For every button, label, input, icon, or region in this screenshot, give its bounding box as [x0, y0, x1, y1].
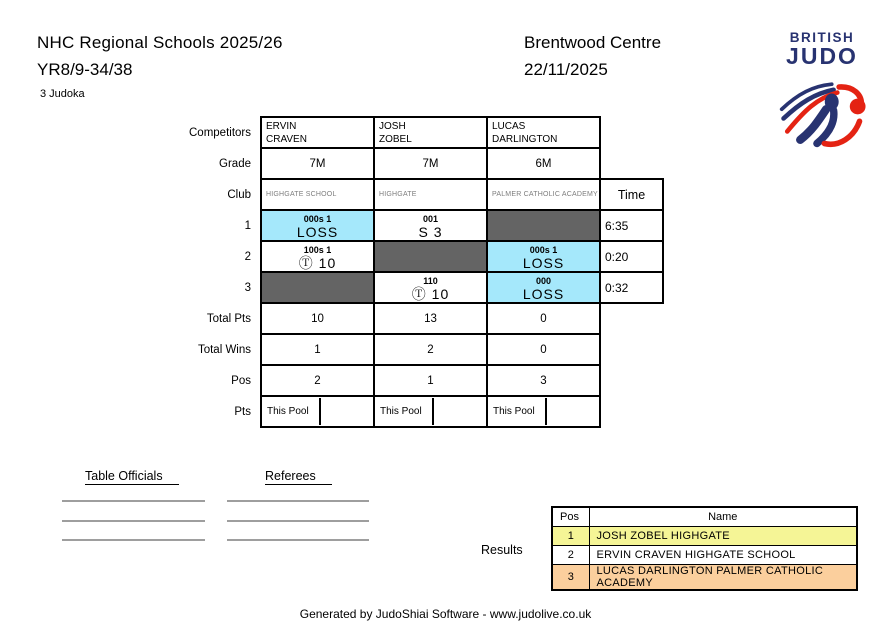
match-row-2: [189, 241, 663, 272]
pts-cell-1: [261, 396, 374, 427]
total-pts-row: [189, 303, 663, 334]
pts-cell-3: [487, 396, 600, 427]
pos-3: 3: [487, 365, 600, 396]
match-cell-loss: 000s 1 LOSS: [261, 210, 374, 241]
logo-text-judo: JUDO: [786, 43, 858, 69]
competitor-name-1: ERVIN CRAVEN: [261, 117, 374, 148]
category-title: YR8/9-34/38: [37, 60, 133, 79]
grade-1: 7M: [261, 148, 374, 179]
judoka-count: 3 Judoka: [40, 88, 85, 100]
match-row-number: 3: [244, 281, 251, 294]
this-pool-label: This Pool: [262, 398, 321, 425]
match-cell-win: 110 Ⓣ 10: [374, 272, 487, 303]
signature-line: [227, 520, 369, 522]
pos-row: [189, 365, 663, 396]
club-3: PALMER CATHOLIC ACADEMY: [487, 179, 600, 210]
pool-table: [189, 116, 664, 428]
this-pool-label: This Pool: [488, 398, 547, 425]
signature-line: [227, 500, 369, 502]
competitor-name-2: JOSH ZOBEL: [374, 117, 487, 148]
signature-line: [227, 539, 369, 541]
row-label-total-wins: Total Wins: [197, 343, 251, 356]
total-pts-3: 0: [487, 303, 600, 334]
results-label: Results: [481, 543, 523, 557]
referees-heading: Referees: [265, 469, 332, 485]
row-label-total-pts: Total Pts: [206, 312, 251, 325]
row-label-pos: Pos: [231, 374, 251, 387]
total-pts-2: 13: [374, 303, 487, 334]
match-row-number: 2: [244, 250, 251, 263]
match-row-number: 1: [244, 219, 251, 232]
match-time: 6:35: [600, 210, 663, 241]
judoka-figure-icon: [778, 73, 866, 151]
event-title: NHC Regional Schools 2025/26: [37, 33, 283, 52]
total-wins-row: [189, 334, 663, 365]
row-label-competitors: Competitors: [189, 126, 251, 139]
results-header-row: [552, 507, 857, 526]
venue-name: Brentwood Centre: [524, 33, 662, 52]
results-col-name: Name: [589, 507, 857, 526]
match-cell-blocked: [487, 210, 600, 241]
match-cell-win: 001 S 3: [374, 210, 487, 241]
results-table: [551, 506, 858, 591]
pos-2: 1: [374, 365, 487, 396]
match-cell-win: 100s 1 Ⓣ 10: [261, 241, 374, 272]
match-cell-blocked: [374, 241, 487, 272]
match-row-1: [189, 210, 663, 241]
grade-row: [189, 148, 663, 179]
match-time: 0:20: [600, 241, 663, 272]
pts-value-box: [434, 398, 486, 425]
event-date: 22/11/2025: [524, 60, 608, 79]
club-1: HIGHGATE SCHOOL: [261, 179, 374, 210]
match-row-3: [189, 272, 663, 303]
row-label-grade: Grade: [219, 157, 251, 170]
british-judo-logo: [770, 30, 874, 156]
signature-line: [62, 500, 205, 502]
total-pts-1: 10: [261, 303, 374, 334]
time-column-header: Time: [600, 179, 663, 210]
generator-credit: Generated by JudoShiai Software - www.judolive.co.uk: [299, 607, 592, 621]
grade-3: 6M: [487, 148, 600, 179]
row-label-pts: Pts: [234, 405, 251, 418]
competitor-name-3: LUCAS DARLINGTON: [487, 117, 600, 148]
pts-cell-2: [374, 396, 487, 427]
pts-value-box: [547, 398, 599, 425]
pts-value-box: [321, 398, 373, 425]
pos-1: 2: [261, 365, 374, 396]
pts-row: [189, 396, 663, 427]
table-officials-heading: Table Officials: [85, 469, 179, 485]
match-cell-loss: 000s 1 LOSS: [487, 241, 600, 272]
results-row-1: 1 JOSH ZOBEL HIGHGATE: [552, 526, 857, 545]
signature-line: [62, 539, 205, 541]
club-row: [189, 179, 663, 210]
match-cell-blocked: [261, 272, 374, 303]
results-row-3: 3 LUCAS DARLINGTON PALMER CATHOLIC ACADEMY: [552, 564, 857, 590]
logo-text-british: BRITISH: [789, 30, 855, 45]
results-col-pos: Pos: [552, 507, 589, 526]
row-label-club: Club: [227, 188, 251, 201]
this-pool-label: This Pool: [375, 398, 434, 425]
club-2: HIGHGATE: [374, 179, 487, 210]
results-row-2: 2 ERVIN CRAVEN HIGHGATE SCHOOL: [552, 545, 857, 564]
total-wins-1: 1: [261, 334, 374, 365]
match-cell-loss: 000 LOSS: [487, 272, 600, 303]
competitors-row: [189, 117, 663, 148]
grade-2: 7M: [374, 148, 487, 179]
total-wins-2: 2: [374, 334, 487, 365]
match-time: 0:32: [600, 272, 663, 303]
total-wins-3: 0: [487, 334, 600, 365]
signature-line: [62, 520, 205, 522]
